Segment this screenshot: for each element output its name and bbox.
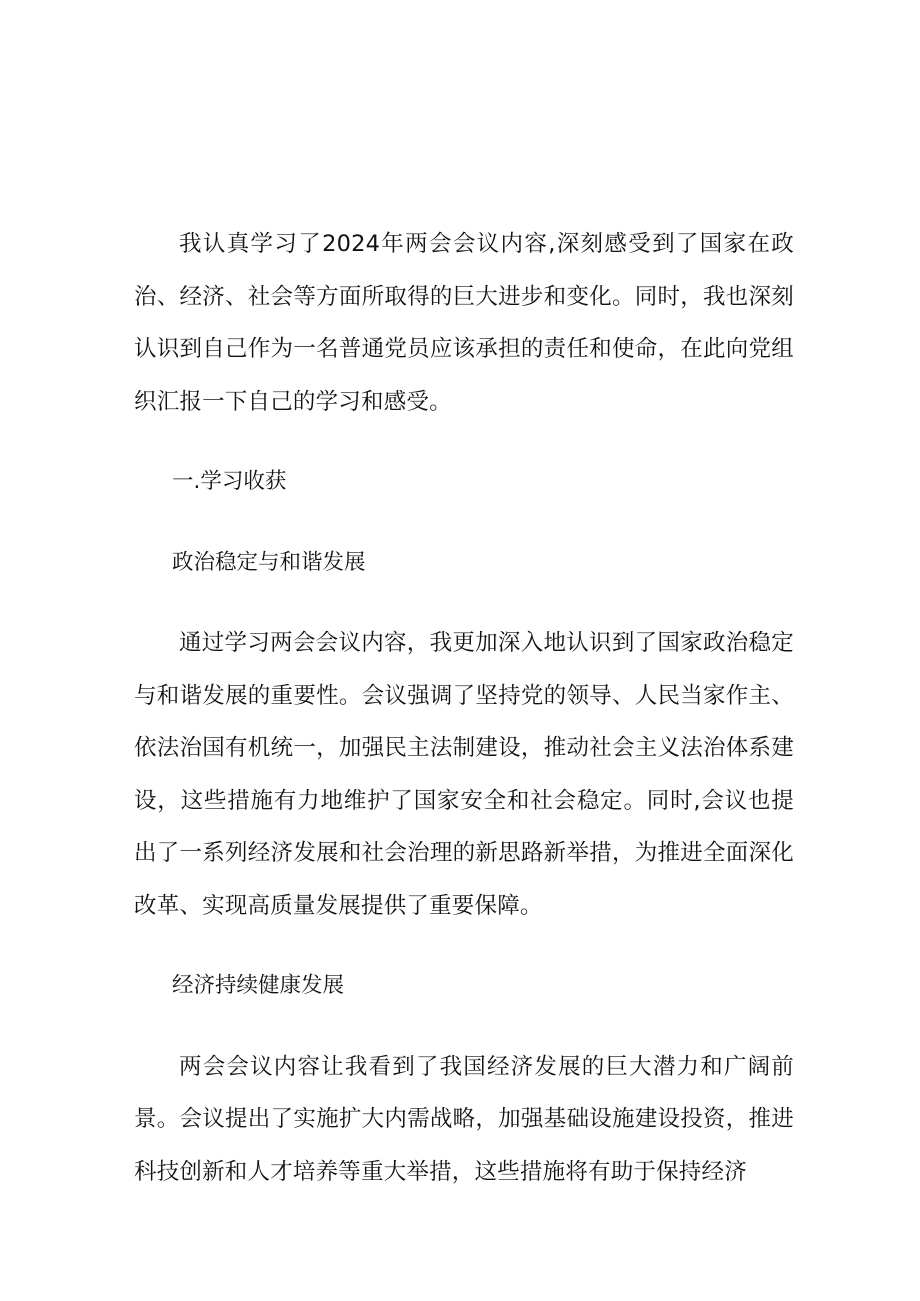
economy-paragraph: 两会会议内容让我看到了我国经济发展的巨大潜力和广阔前景。会议提出了实施扩大内需战略，加强基础设施建设投资，推进科技创新和人才培养等重大举措，这些措施将有助于保持经济: [134, 1053, 794, 1185]
spacer: [134, 1013, 794, 1041]
subsection-heading-politics: 政治稳定与和谐发展: [172, 549, 366, 575]
spacer: [134, 932, 794, 960]
document-body: [134, 218, 794, 1198]
spacer: [134, 509, 794, 537]
section-heading: 一.学习收获: [172, 469, 287, 494]
intro-paragraph: 我认真学习了2024年两会会议内容,深刻感受到了国家在政治、经济、社会等方面所取得的巨大进步和变化。同时，我也深刻认识到自己作为一名普通党员应该承担的责任和使命，在此向党组织汇报一下自己的学习和感受。: [134, 231, 794, 415]
spacer: [134, 428, 794, 456]
subsection-heading-economy: 经济持续健康发展: [172, 973, 345, 998]
politics-paragraph: 通过学习两会会议内容，我更加深入地认识到了国家政治稳定与和谐发展的重要性。会议强调了坚持党的领导、人民当家作主、依法治国有机统一，加强民主法制建设，推动社会主义法治体系建设，这些措施有力地维护了国家安全和社会稳定。同时,会议也提出了一系列经济发展和社会治理的新思路新举措，为推进全面深化改革、实现高质量发展提供了重要保障。: [134, 630, 794, 919]
spacer: [134, 589, 794, 617]
